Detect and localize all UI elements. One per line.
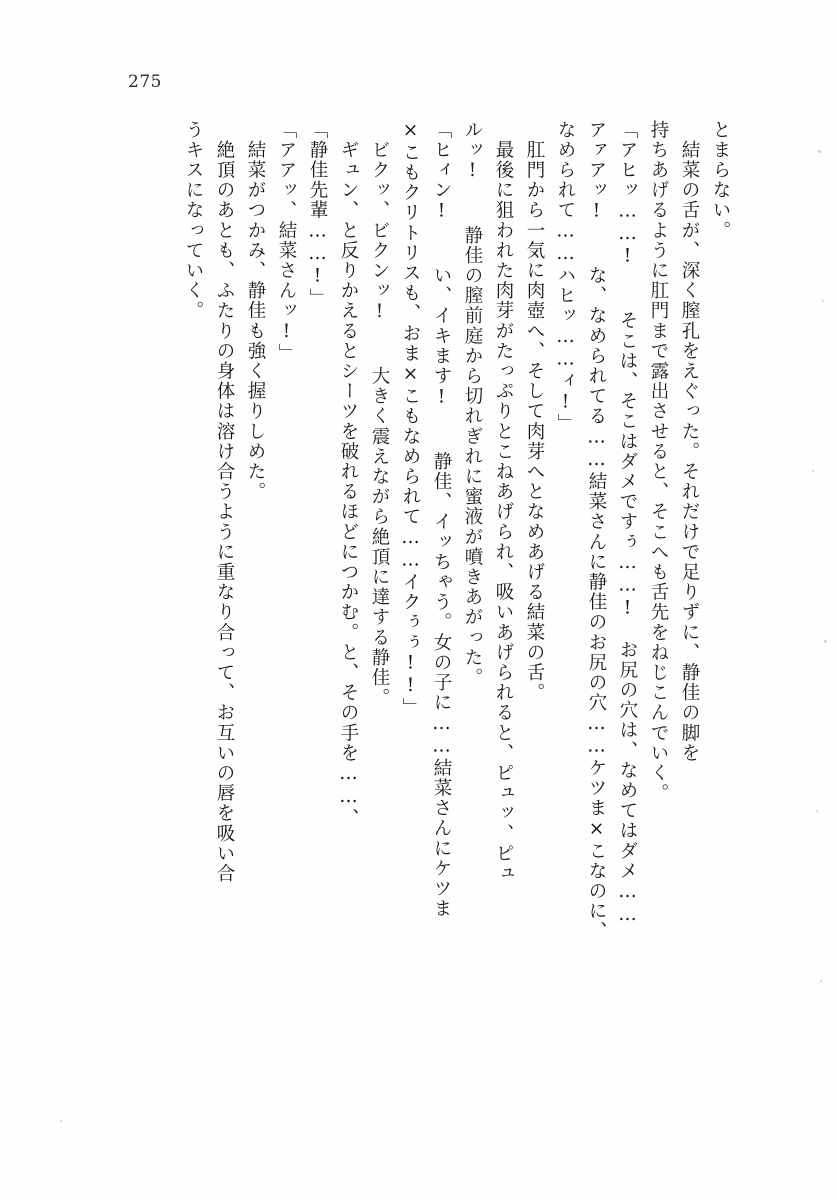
text-line: 絶頂のあとも、ふたりの身体は溶け合うように重なり合って、お互いの唇を吸い合 [214, 120, 235, 884]
text-line: 持ちあげるように肛門まで露出させると、そこへも舌先をねじこんでいく。 [648, 120, 669, 804]
text-line: ルッ! 静佳の膣前庭から切れぎれに蜜液が噴きあがった。 [462, 120, 483, 688]
text-line: アァアッ! な、なめられてる……結菜さんに静佳のお尻の穴……ケツま×こなのに、 [586, 120, 607, 942]
text-line: 「静佳先輩……!」 [307, 120, 328, 309]
page-body-text [96, 120, 729, 1104]
scan-speck [824, 640, 827, 643]
page-number: 275 [128, 72, 162, 92]
text-line: 「アヒッ……! そこは、そこはダメですぅ……! お尻の穴は、なめてはダメ…… [617, 120, 638, 927]
text-line: とまらない。 [710, 120, 731, 241]
text-line: 最後に狙われた肉芽がたっぷりとこねあげられ、吸いあげられると、ピュッ、ピュ [493, 120, 514, 884]
text-line: ビクッ、ビクンッ! 大きく震えながら絶頂に達する静佳。 [369, 120, 390, 708]
scan-speck [60, 1120, 62, 1122]
text-line: 結菜の舌が、深く膣孔をえぐった。それだけで足りずに、静佳の脚を [679, 120, 700, 764]
scan-speck [822, 300, 824, 302]
text-line: 「アアッ、結菜さんッ!」 [276, 120, 297, 364]
scan-speck [812, 470, 814, 472]
text-line: ギュン、と反りかえるとシーツを破れるほどにつかむ。と、その手を……、 [338, 120, 359, 829]
text-line: 「ヒィン! い、イキます! 静佳、イッちゃう。女の子に……結菜さんにケツま [431, 120, 452, 919]
text-line: なめられて……ハヒッ……ィ!」 [555, 120, 576, 434]
text-line: 肛門から一気に肉壺へ、そして肉芽へとなめあげる結菜の舌。 [524, 120, 545, 703]
scan-speck [818, 150, 821, 153]
text-line: 結菜がつかみ、静佳も強く握りしめた。 [245, 120, 266, 502]
text-line: うキスになっていく。 [183, 120, 204, 321]
scan-speck [820, 980, 822, 982]
scan-speck [816, 810, 818, 812]
text-line: ×こもクリトリスも、おま×こもなめられて……イクぅぅ!!」 [400, 120, 421, 718]
